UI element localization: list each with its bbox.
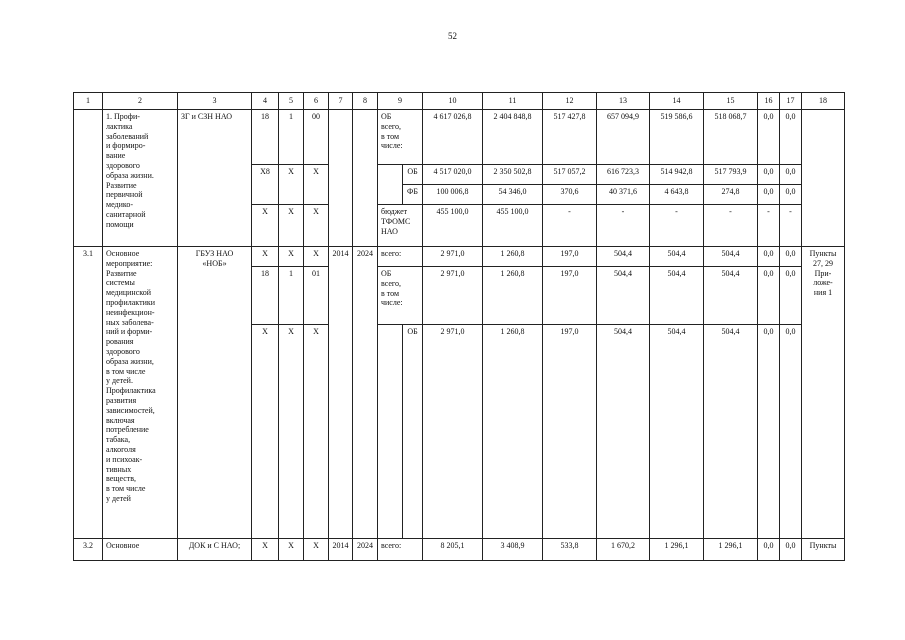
value-cell: 504,4: [704, 247, 758, 267]
year-end: 2024: [353, 247, 378, 539]
code-cell: Х: [279, 539, 304, 561]
program-name: Основное: [103, 539, 178, 561]
header-row: [74, 93, 845, 110]
value-cell: -: [704, 205, 758, 247]
header-cell: 18: [802, 93, 845, 110]
code-cell: Х: [252, 539, 279, 561]
code-cell: Х: [252, 205, 279, 247]
source-spacer: [378, 165, 403, 205]
value-cell: 517 793,9: [704, 165, 758, 185]
header-cell: 11: [483, 93, 543, 110]
value-cell: 4 517 020,0: [423, 165, 483, 185]
source-label: ОБ всего, в том числе:: [378, 267, 423, 325]
value-cell: 517 427,8: [543, 110, 597, 165]
executor: ДОК и С НАО;: [178, 539, 252, 561]
value-cell: 0,0: [780, 539, 802, 561]
header-cell: 5: [279, 93, 304, 110]
code-cell: Х: [252, 325, 279, 539]
page-number: 52: [448, 31, 457, 41]
code-cell: Х: [279, 205, 304, 247]
code-cell: Х: [304, 325, 329, 539]
year-end: 2024: [353, 539, 378, 561]
value-cell: 504,4: [650, 247, 704, 267]
code-cell: 00: [304, 110, 329, 165]
header-cell: 12: [543, 93, 597, 110]
source-label: ОБ: [403, 165, 423, 185]
value-cell: 1 296,1: [704, 539, 758, 561]
value-cell: 197,0: [543, 325, 597, 539]
value-cell: -: [597, 205, 650, 247]
value-cell: 455 100,0: [423, 205, 483, 247]
table-row: [74, 110, 845, 165]
source-label: всего:: [378, 539, 423, 561]
code-cell: 01: [304, 267, 329, 325]
value-cell: 0,0: [758, 165, 780, 185]
value-cell: 2 404 848,8: [483, 110, 543, 165]
value-cell: 616 723,3: [597, 165, 650, 185]
code-cell: Х: [279, 165, 304, 205]
header-cell: 17: [780, 93, 802, 110]
value-cell: 0,0: [758, 325, 780, 539]
notes: Пункты 27, 29 При- ложе- ния 1: [802, 247, 845, 539]
value-cell: 197,0: [543, 267, 597, 325]
code-cell: Х: [304, 205, 329, 247]
header-cell: 15: [704, 93, 758, 110]
code-cell: 18: [252, 110, 279, 165]
source-label: ОБ: [403, 325, 423, 539]
value-cell: 2 350 502,8: [483, 165, 543, 185]
year-start: 2014: [329, 247, 353, 539]
header-cell: 2: [103, 93, 178, 110]
value-cell: 514 942,8: [650, 165, 704, 185]
value-cell: 504,4: [597, 325, 650, 539]
value-cell: 657 094,9: [597, 110, 650, 165]
header-cell: 4: [252, 93, 279, 110]
row-number: 3.2: [74, 539, 103, 561]
code-cell: Х: [279, 247, 304, 267]
value-cell: 4 617 026,8: [423, 110, 483, 165]
value-cell: 4 643,8: [650, 185, 704, 205]
year-start: [329, 110, 353, 247]
value-cell: 0,0: [758, 539, 780, 561]
value-cell: 519 586,6: [650, 110, 704, 165]
code-cell: Х: [304, 165, 329, 205]
value-cell: 2 971,0: [423, 267, 483, 325]
value-cell: -: [758, 205, 780, 247]
value-cell: 0,0: [780, 267, 802, 325]
value-cell: 274,8: [704, 185, 758, 205]
program-name: 1. Профи- лактика заболеваний и формиро- вание здорового образа жизни. Развитие первичной медико- санитарной помощи: [103, 110, 178, 247]
table-row: [74, 247, 845, 267]
value-cell: 1 260,8: [483, 247, 543, 267]
code-cell: 1: [279, 110, 304, 165]
code-cell: Х: [304, 539, 329, 561]
code-cell: Х8: [252, 165, 279, 205]
value-cell: -: [543, 205, 597, 247]
value-cell: 0,0: [780, 110, 802, 165]
value-cell: 504,4: [597, 267, 650, 325]
value-cell: 100 006,8: [423, 185, 483, 205]
value-cell: 0,0: [780, 165, 802, 185]
year-end: [353, 110, 378, 247]
value-cell: 3 408,9: [483, 539, 543, 561]
header-cell: 16: [758, 93, 780, 110]
value-cell: 0,0: [780, 247, 802, 267]
source-spacer: [378, 325, 403, 539]
header-cell: 9: [378, 93, 423, 110]
value-cell: 0,0: [780, 325, 802, 539]
row-number: 3.1: [74, 247, 103, 539]
value-cell: 1 260,8: [483, 267, 543, 325]
value-cell: 504,4: [704, 267, 758, 325]
code-cell: Х: [279, 325, 304, 539]
value-cell: 518 068,7: [704, 110, 758, 165]
value-cell: 54 346,0: [483, 185, 543, 205]
header-cell: 7: [329, 93, 353, 110]
executor: ГБУЗ НАО «НОБ»: [178, 247, 252, 539]
table-row: [74, 539, 845, 561]
budget-table: [73, 92, 845, 561]
value-cell: 1 296,1: [650, 539, 704, 561]
value-cell: 370,6: [543, 185, 597, 205]
code-cell: Х: [304, 247, 329, 267]
source-label: всего:: [378, 247, 423, 267]
value-cell: 504,4: [650, 267, 704, 325]
header-cell: 8: [353, 93, 378, 110]
value-cell: 0,0: [758, 185, 780, 205]
header-cell: 13: [597, 93, 650, 110]
value-cell: -: [650, 205, 704, 247]
row-number: [74, 110, 103, 247]
header-cell: 10: [423, 93, 483, 110]
header-cell: 3: [178, 93, 252, 110]
code-cell: 1: [279, 267, 304, 325]
source-label: ОБ всего, в том числе:: [378, 110, 423, 165]
header-cell: 14: [650, 93, 704, 110]
value-cell: 197,0: [543, 247, 597, 267]
header-cell: 1: [74, 93, 103, 110]
value-cell: 0,0: [780, 185, 802, 205]
notes: Пункты: [802, 539, 845, 561]
value-cell: 40 371,6: [597, 185, 650, 205]
value-cell: 504,4: [650, 325, 704, 539]
program-name: Основное мероприятие: Развитие системы медицинской профилактики неинфекцион- ных заболева- ний и форми- рования здорового образа жизни, в том числе у детей. Профилактика развития зависимостей, включая потребление табака, алкоголя и психоак- тивных веществ, в том числе у детей: [103, 247, 178, 539]
value-cell: 2 971,0: [423, 247, 483, 267]
value-cell: 455 100,0: [483, 205, 543, 247]
value-cell: 0,0: [758, 247, 780, 267]
year-start: 2014: [329, 539, 353, 561]
source-label: бюджет ТФОМС НАО: [378, 205, 423, 247]
notes: [802, 110, 845, 247]
value-cell: 2 971,0: [423, 325, 483, 539]
value-cell: 0,0: [758, 267, 780, 325]
code-cell: 18: [252, 267, 279, 325]
value-cell: -: [780, 205, 802, 247]
value-cell: 8 205,1: [423, 539, 483, 561]
value-cell: 0,0: [758, 110, 780, 165]
value-cell: 517 057,2: [543, 165, 597, 185]
value-cell: 533,8: [543, 539, 597, 561]
header-cell: 6: [304, 93, 329, 110]
value-cell: 1 670,2: [597, 539, 650, 561]
source-label: ФБ: [403, 185, 423, 205]
value-cell: 504,4: [597, 247, 650, 267]
value-cell: 504,4: [704, 325, 758, 539]
executor: ЗГ и СЗН НАО: [178, 110, 252, 247]
value-cell: 1 260,8: [483, 325, 543, 539]
code-cell: Х: [252, 247, 279, 267]
